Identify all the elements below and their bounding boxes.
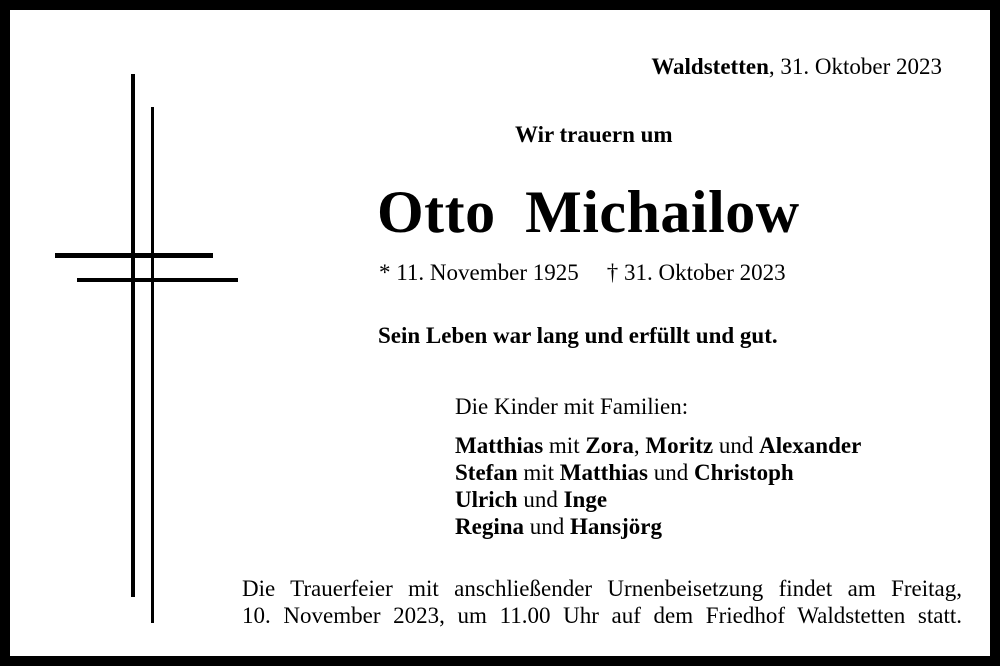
cross-icon-vertical-back [151,107,154,623]
place: Waldstetten [651,54,769,79]
cross-icon-horizontal-front [55,253,213,258]
family-list [455,432,861,540]
family-row [455,432,861,459]
family-name: Ulrich [455,487,518,512]
death-date: † 31. Oktober 2023 [606,260,786,285]
family-name: Christoph [693,460,794,485]
connector: mit [543,433,586,458]
connector: und [517,487,564,512]
date: , 31. Oktober 2023 [768,54,942,79]
place-date [651,54,942,80]
connector: , [633,433,646,458]
family-name: Hansjörg [570,514,662,539]
connector: und [524,514,570,539]
family-name: Moritz [645,433,714,458]
connector: und [647,460,694,485]
mourning-intro: Wir trauern um [515,122,673,147]
family-row [455,459,861,486]
funeral-line-1: Die Trauerfeier mit anschließender Urnenbeisetzung findet am Freitag, [242,576,962,601]
connector: mit [517,460,560,485]
funeral-notice [242,575,962,629]
funeral-line-2: 10. November 2023, um 11.00 Uhr auf dem Friedhof Waldstetten statt. [242,603,962,628]
deceased-name: Otto Michailow [377,179,800,245]
family-intro: Die Kinder mit Familien: [455,394,689,419]
life-dates [379,260,786,286]
motto: Sein Leben war lang und erfüllt und gut. [378,323,778,348]
family-name: Zora [585,433,634,458]
family-name: Matthias [455,433,544,458]
family-name: Alexander [759,433,862,458]
family-row [455,513,861,540]
family-name: Inge [563,487,608,512]
family-name: Regina [455,514,524,539]
cross-icon-horizontal-back [77,278,238,282]
birth-date: * 11. November 1925 [379,260,579,285]
family-name: Matthias [559,460,648,485]
cross-icon-vertical-front [131,74,135,597]
family-name: Stefan [455,460,518,485]
connector: und [713,433,760,458]
family-row [455,486,861,513]
